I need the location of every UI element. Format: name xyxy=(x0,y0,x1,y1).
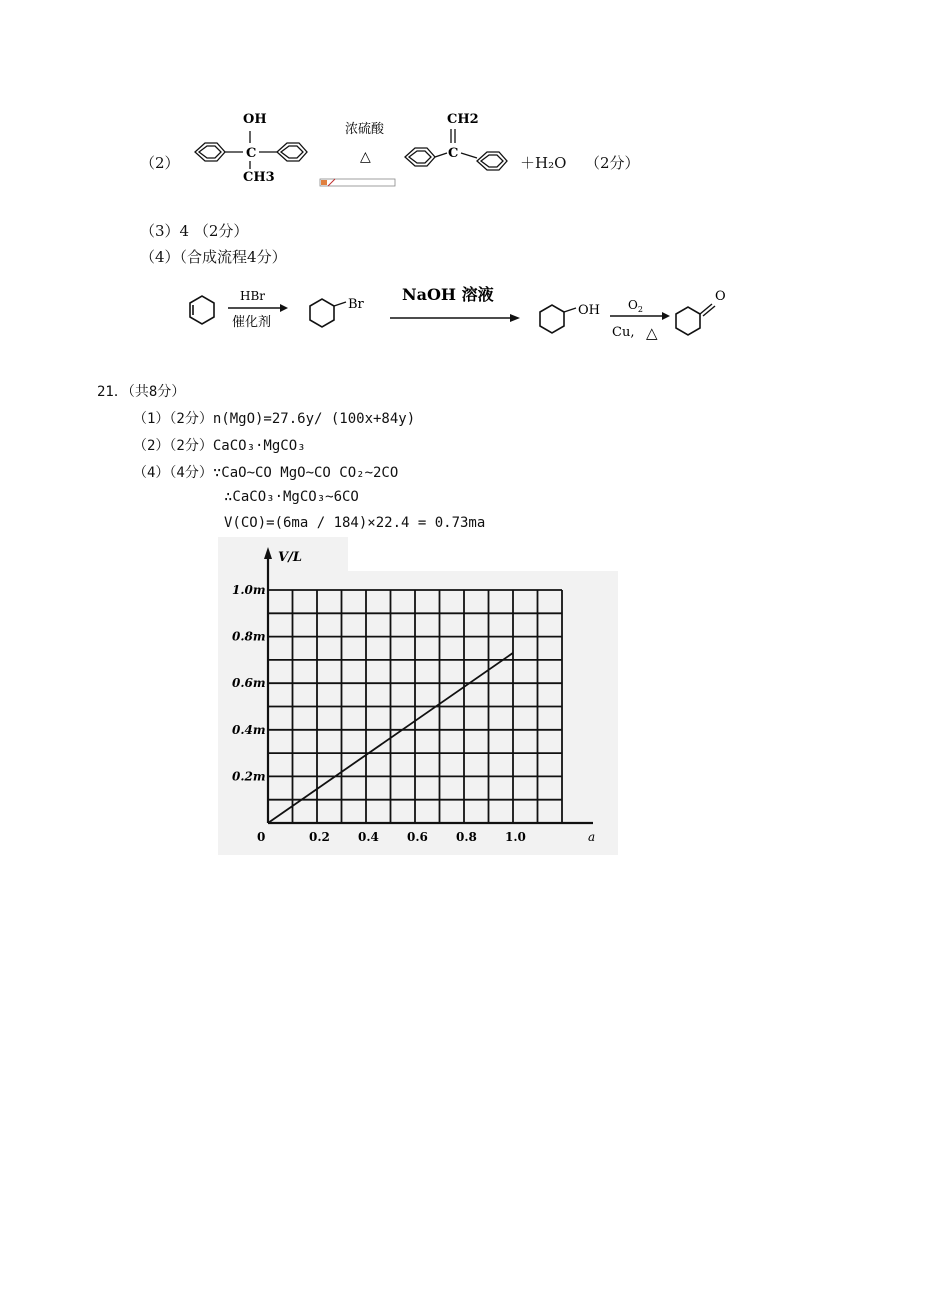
x-tick-label: 0 xyxy=(257,830,266,844)
naoh-label: NaOH 溶液 xyxy=(402,285,494,304)
oh-label: OH xyxy=(578,303,600,318)
y-tick-label: 1.0m xyxy=(232,583,266,597)
x-tick-label: 0.6 xyxy=(407,830,428,844)
y-axis-label: V/L xyxy=(278,550,302,565)
cyclohexane-icon xyxy=(310,299,334,327)
o2-label: $O_2$ xyxy=(628,298,643,314)
y-tick-label: 0.4m xyxy=(232,722,266,737)
reactant-ch3: CH3 xyxy=(243,170,275,185)
q2-water: ＋H₂O xyxy=(520,154,567,172)
q21-line2 xyxy=(133,435,306,455)
benzene-ring-icon xyxy=(477,152,507,170)
q2-label: （2） xyxy=(140,154,180,172)
benzene-ring-icon xyxy=(277,143,307,161)
q2-reaction-diagram xyxy=(185,105,525,195)
product-c: C xyxy=(448,146,459,161)
q21-line4c: V(CO)=(6ma / 184)×22.4 = 0.73ma xyxy=(224,515,486,531)
cyclohexene-icon xyxy=(190,296,214,324)
ketone-o-label: O xyxy=(715,289,726,304)
q21-line4a xyxy=(133,462,398,482)
cyclohexane-icon xyxy=(540,305,564,333)
q21-line4b: ∴CaCO₃·MgCO₃~6CO xyxy=(224,489,359,505)
catalyst-label: 浓硫酸 xyxy=(345,122,385,137)
benzene-ring-icon xyxy=(195,143,225,161)
y-axis-arrow-icon xyxy=(264,547,272,559)
x-tick-label: 0.2 xyxy=(309,830,330,844)
x-axis-label: a xyxy=(588,830,596,844)
reactant-oh: OH xyxy=(243,112,267,127)
br-label: Br xyxy=(348,297,364,312)
chart-axes xyxy=(264,547,593,823)
q21-header: 21．（共8分） xyxy=(97,384,186,400)
y-tick-label: 0.6m xyxy=(232,676,266,691)
chart-grid xyxy=(268,590,562,823)
hbr-label: HBr xyxy=(240,289,266,303)
v-vs-a-chart xyxy=(218,537,618,855)
q21-line4a-formula: ∵CaO~CO MgO~CO CO₂~2CO xyxy=(212,465,399,481)
y-tick-label: 0.8m xyxy=(232,629,266,644)
q4-answer: （4）（合成流程4分） xyxy=(140,248,287,266)
catalyst2-label: 催化剂 xyxy=(232,315,272,330)
q3-answer: （3）4 （2分） xyxy=(140,222,249,240)
q21-line2-formula: CaCO₃·MgCO₃ xyxy=(212,438,306,454)
cu-label: Cu, xyxy=(612,325,635,340)
q21-line2-prefix: （2）（2分） xyxy=(133,438,213,454)
synthesis-flow-diagram xyxy=(180,282,750,352)
q2-score: （2分） xyxy=(585,154,640,172)
cyclohexanone-icon xyxy=(676,307,700,335)
x-tick-label: 0.8 xyxy=(456,830,477,844)
benzene-ring-icon xyxy=(405,148,435,166)
reactant-c: C xyxy=(246,146,257,161)
q21-line4a-prefix: （4）（4分） xyxy=(133,465,213,481)
x-tick-label: 1.0 xyxy=(505,830,526,844)
x-tick-label: 0.4 xyxy=(358,830,379,844)
q21-line1: （1）（2分）n(MgO)=27.6y/ (100x+84y) xyxy=(133,411,416,427)
heat2-symbol: △ xyxy=(646,324,658,342)
product-ch2: CH2 xyxy=(447,112,479,127)
y-tick-label: 0.2m xyxy=(232,769,266,784)
heat-symbol: △ xyxy=(360,149,371,165)
